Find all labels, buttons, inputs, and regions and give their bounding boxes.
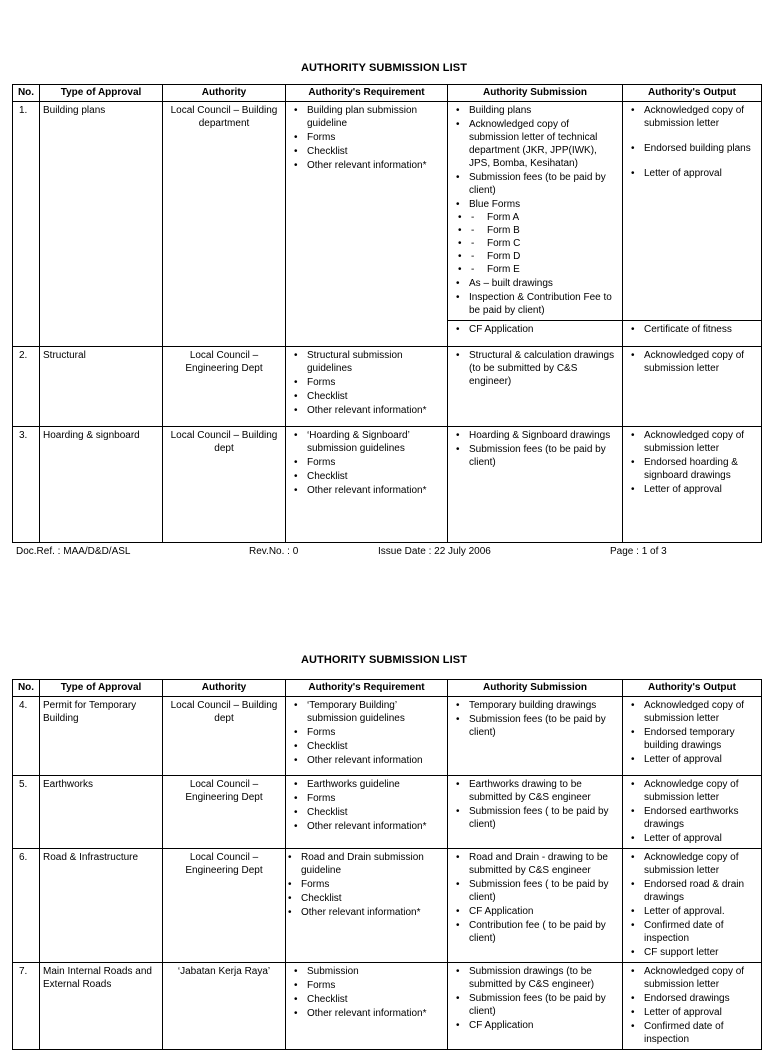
- list-item: • Letter of approval: [644, 1006, 758, 1019]
- output-cell: [623, 776, 762, 849]
- approval-type: Building plans: [40, 102, 163, 347]
- authority-name: Local Council – Building department: [163, 102, 286, 347]
- output-cell: [623, 849, 762, 963]
- list-item: • CF Application: [469, 1019, 619, 1032]
- table-row: [13, 963, 762, 1050]
- submission-list: [451, 104, 619, 317]
- row-number: 3.: [13, 427, 40, 543]
- approval-type: Main Internal Roads and External Roads: [40, 963, 163, 1050]
- list-item: • Confirmed date of inspection: [644, 1020, 758, 1046]
- row-number: 7.: [13, 963, 40, 1050]
- table-header-row: [13, 680, 762, 697]
- list-item: • Checklist: [307, 390, 444, 403]
- list-item: • Endorsed drawings: [644, 992, 758, 1005]
- output-cell: [623, 321, 762, 347]
- list-item: • Acknowledged copy of submission letter: [644, 349, 758, 375]
- header-type: Type of Approval: [40, 680, 163, 697]
- requirement-cell: [286, 427, 448, 543]
- output-list: [626, 851, 758, 959]
- list-item: • Checklist: [307, 993, 444, 1006]
- list-item: • Letter of approval: [644, 167, 758, 180]
- list-item: • Other relevant information*: [307, 1007, 444, 1020]
- list-item: • Checklist: [307, 740, 444, 753]
- submission-cell: [448, 102, 623, 321]
- list-item: • Submission: [307, 965, 444, 978]
- submission-cell: [448, 963, 623, 1050]
- submission-cell: [448, 776, 623, 849]
- output-list: [626, 429, 758, 496]
- list-item: • Submission fees (to be paid by client): [469, 443, 619, 469]
- list-item: • As – built drawings: [469, 277, 619, 290]
- list-item: • Acknowledged copy of submission letter: [644, 965, 758, 991]
- list-item: • Letter of approval: [644, 832, 758, 845]
- authority-name: Local Council – Building dept: [163, 427, 286, 543]
- output-cell: [623, 697, 762, 776]
- row-number: 1.: [13, 102, 40, 347]
- output-list: [626, 778, 758, 845]
- list-item: • ‘Hoarding & Signboard’ submission guidelines: [307, 429, 444, 455]
- list-item: • Checklist: [307, 145, 444, 158]
- submission-cell: [448, 321, 623, 347]
- authority-name: Local Council – Engineering Dept: [163, 347, 286, 427]
- list-item: • Earthworks guideline: [307, 778, 444, 791]
- list-item: • Structural submission guidelines: [307, 349, 444, 375]
- list-item: • Letter of approval: [644, 483, 758, 496]
- requirement-cell: [286, 347, 448, 427]
- submission-list: [451, 778, 619, 831]
- header-no: No.: [13, 680, 40, 697]
- list-item: • Acknowledged copy of submission letter of technical department (JKR, JPP(IWK), JPS, Bomba, Kesihatan): [469, 118, 619, 170]
- doc-ref: Doc.Ref. : MAA/D&D/ASL: [16, 546, 131, 557]
- header-output: Authority's Output: [623, 85, 762, 102]
- header-type: Type of Approval: [40, 85, 163, 102]
- authority-name: ‘Jabatan Kerja Raya’: [163, 963, 286, 1050]
- list-item: • Confirmed date of inspection: [644, 919, 758, 945]
- list-item: • Forms: [301, 878, 444, 891]
- list-item: • Endorsed hoarding & signboard drawings: [644, 456, 758, 482]
- list-item: • Endorsed temporary building drawings: [644, 726, 758, 752]
- table-header-row: [13, 85, 762, 102]
- list-item: • Submission fees (to be paid by client): [469, 713, 619, 739]
- list-item: • Endorsed road & drain drawings: [644, 878, 758, 904]
- requirement-cell: [286, 102, 448, 347]
- list-item: • Checklist: [307, 470, 444, 483]
- issue-date: Issue Date : 22 July 2006: [378, 546, 491, 557]
- header-submission: Authority Submission: [448, 85, 623, 102]
- list-item: • Other relevant information*: [307, 404, 444, 417]
- submission-list: [451, 965, 619, 1032]
- list-item: • Acknowledged copy of submission letter: [644, 429, 758, 455]
- list-item: • Forms: [307, 456, 444, 469]
- output-list: [626, 104, 758, 180]
- submission-cell: [448, 347, 623, 427]
- list-item: • CF Application: [469, 905, 619, 918]
- list-item: • Acknowledge copy of submission letter: [644, 851, 758, 877]
- requirement-list: [289, 778, 444, 833]
- blue-forms-list: [469, 211, 619, 276]
- page-number: Page : 1 of 3: [610, 546, 667, 557]
- list-item: • Letter of approval: [644, 753, 758, 766]
- list-item: • Acknowledged copy of submission letter: [644, 699, 758, 725]
- header-requirement: Authority's Requirement: [286, 680, 448, 697]
- list-item: • Building plan submission guideline: [307, 104, 444, 130]
- page-title: AUTHORITY SUBMISSION LIST: [300, 654, 468, 666]
- requirement-cell: [286, 697, 448, 776]
- list-item: • Other relevant information*: [301, 906, 444, 919]
- form-label: Form E: [487, 264, 520, 275]
- requirement-list: [289, 851, 444, 919]
- list-item: • Checklist: [301, 892, 444, 905]
- list-item: • Hoarding & Signboard drawings: [469, 429, 619, 442]
- list-item: • Forms: [307, 792, 444, 805]
- list-item: • Letter of approval.: [644, 905, 758, 918]
- approval-type: Earthworks: [40, 776, 163, 849]
- list-item: [469, 198, 619, 276]
- requirement-cell: [286, 849, 448, 963]
- list-item: • Submission drawings (to be submitted by C&S engineer): [469, 965, 619, 991]
- authority-name: Local Council – Building dept: [163, 697, 286, 776]
- approval-type: Permit for Temporary Building: [40, 697, 163, 776]
- form-label: Form D: [487, 251, 521, 262]
- list-item: • CF Application: [469, 323, 619, 336]
- list-item: • - Form D: [471, 250, 619, 263]
- form-label: Form C: [487, 238, 521, 249]
- list-item: • Submission fees (to be paid by client): [469, 171, 619, 197]
- submission-cell: [448, 849, 623, 963]
- list-item: • Forms: [307, 979, 444, 992]
- output-list: [626, 349, 758, 375]
- list-item: • - Form A: [471, 211, 619, 224]
- header-authority: Authority: [163, 680, 286, 697]
- submission-table: [12, 84, 762, 543]
- list-item: • Endorsed building plans: [644, 142, 758, 155]
- header-submission: Authority Submission: [448, 680, 623, 697]
- list-item: • - Form C: [471, 237, 619, 250]
- table-row: [13, 849, 762, 963]
- list-item: • CF support letter: [644, 946, 758, 959]
- submission-cell: [448, 697, 623, 776]
- submission-list: [451, 429, 619, 469]
- approval-type: Structural: [40, 347, 163, 427]
- list-item: • Temporary building drawings: [469, 699, 619, 712]
- list-item: • Contribution fee ( to be paid by client): [469, 919, 619, 945]
- authority-name: Local Council – Engineering Dept: [163, 849, 286, 963]
- output-cell: [623, 102, 762, 321]
- list-item: • Forms: [307, 376, 444, 389]
- list-item: • - Form E: [471, 263, 619, 276]
- table-row: [13, 102, 762, 321]
- output-cell: [623, 347, 762, 427]
- authority-name: Local Council – Engineering Dept: [163, 776, 286, 849]
- submission-list: [451, 851, 619, 945]
- requirement-cell: [286, 963, 448, 1050]
- header-no: No.: [13, 85, 40, 102]
- list-item: • Other relevant information*: [307, 159, 444, 172]
- approval-type: Road & Infrastructure: [40, 849, 163, 963]
- list-item: • Submission fees ( to be paid by client): [469, 878, 619, 904]
- list-item: • Road and Drain - drawing to be submitted by C&S engineer: [469, 851, 619, 877]
- row-number: 6.: [13, 849, 40, 963]
- list-item: • Other relevant information*: [307, 484, 444, 497]
- list-item: • Submission fees ( to be paid by client): [469, 805, 619, 831]
- list-item: • Forms: [307, 131, 444, 144]
- output-cell: [623, 427, 762, 543]
- approval-type: Hoarding & signboard: [40, 427, 163, 543]
- requirement-list: [289, 699, 444, 767]
- table-row: [13, 427, 762, 543]
- form-label: Form A: [487, 212, 520, 223]
- requirement-list: [289, 104, 444, 172]
- row-number: 2.: [13, 347, 40, 427]
- list-item: • Structural & calculation drawings (to be submitted by C&S engineer): [469, 349, 619, 388]
- form-label: Form B: [487, 225, 520, 236]
- requirement-cell: [286, 776, 448, 849]
- output-cell: [623, 963, 762, 1050]
- requirement-list: [289, 429, 444, 497]
- list-item: • ‘Temporary Building’ submission guidelines: [307, 699, 444, 725]
- list-item: • Submission fees (to be paid by client): [469, 992, 619, 1018]
- list-item: • Acknowledge copy of submission letter: [644, 778, 758, 804]
- list-item: • Road and Drain submission guideline: [301, 851, 444, 877]
- list-item: • Endorsed earthworks drawings: [644, 805, 758, 831]
- list-item: • - Form B: [471, 224, 619, 237]
- list-item: • Other relevant information*: [307, 820, 444, 833]
- blue-forms-label: Blue Forms: [469, 199, 521, 210]
- list-item: • Forms: [307, 726, 444, 739]
- list-item: • Inspection & Contribution Fee to be paid by client): [469, 291, 619, 317]
- table-row: [13, 347, 762, 427]
- header-authority: Authority: [163, 85, 286, 102]
- requirement-list: [289, 965, 444, 1020]
- submission-list: [451, 699, 619, 739]
- output-list: [626, 965, 758, 1046]
- submission-list: [451, 323, 619, 336]
- header-output: Authority's Output: [623, 680, 762, 697]
- row-number: 4.: [13, 697, 40, 776]
- submission-table: [12, 679, 762, 1050]
- list-item: • Certificate of fitness: [644, 323, 758, 336]
- submission-list: [451, 349, 619, 388]
- output-list: [626, 323, 758, 336]
- row-number: 5.: [13, 776, 40, 849]
- header-requirement: Authority's Requirement: [286, 85, 448, 102]
- output-list: [626, 699, 758, 766]
- page-title: AUTHORITY SUBMISSION LIST: [300, 62, 468, 74]
- table-row: [13, 697, 762, 776]
- list-item: • Acknowledged copy of submission letter: [644, 104, 758, 130]
- requirement-list: [289, 349, 444, 417]
- revision-number: Rev.No. : 0: [249, 546, 299, 557]
- list-item: • Earthworks drawing to be submitted by C&S engineer: [469, 778, 619, 804]
- list-item: • Other relevant information: [307, 754, 444, 767]
- table-row: [13, 776, 762, 849]
- list-item: • Checklist: [307, 806, 444, 819]
- list-item: • Building plans: [469, 104, 619, 117]
- submission-cell: [448, 427, 623, 543]
